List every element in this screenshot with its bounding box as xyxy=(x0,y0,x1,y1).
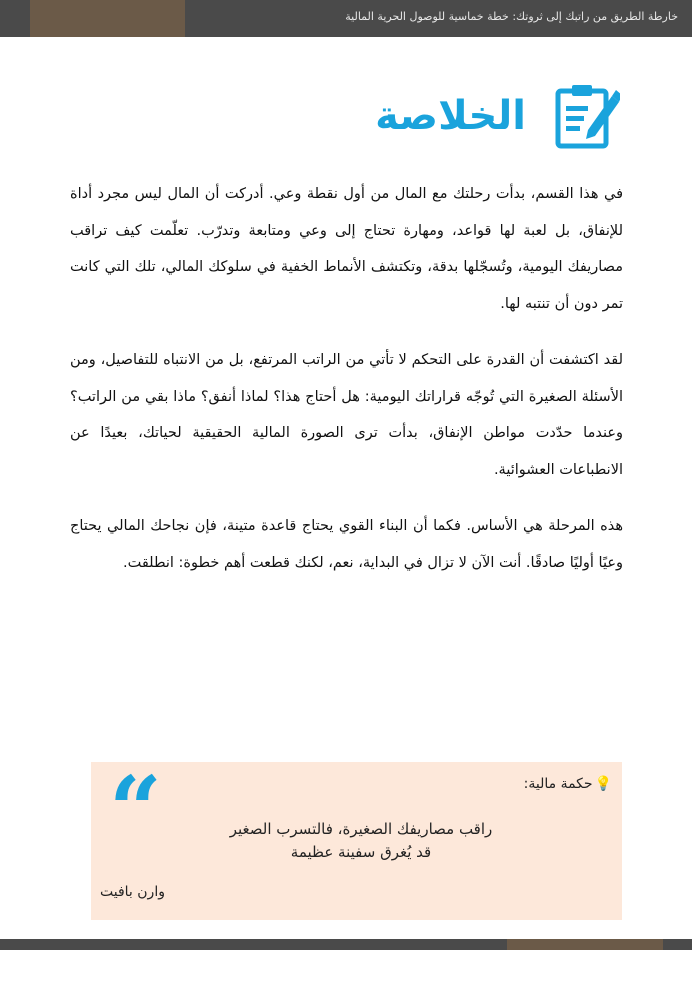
quote-line-1: راقب مصاريفك الصغيرة، فالتسرب الصغير xyxy=(229,820,493,838)
running-title: خارطة الطريق من راتبك إلى ثروتك: خطة خماسية للوصول الحرية المالية xyxy=(345,10,678,23)
paragraph-1: في هذا القسم، بدأت رحلتك مع المال من أول نقطة وعي. أدركت أن المال ليس مجرد أداة للإنفاق، بل لعبة لها قواعد، ومهارة تحتاج إلى وعي ومتابعة وتدرّب. تعلّمت كيف تراقب مصاريفك اليومية، وتُسجّلها بدقة، وتكتشف الأنماط الخفية في سلوكك المالي، تلك التي كانت تمر دون أن تنتبه لها. xyxy=(70,186,623,312)
wisdom-quote-box xyxy=(91,756,622,920)
quote-label: حكمة مالية: xyxy=(523,776,593,792)
quote-line-2: قد يُغرق سفينة عظيمة xyxy=(290,843,432,861)
top-header-bar xyxy=(0,0,692,37)
section-title-row xyxy=(375,82,620,150)
quote-mark-icon: “ xyxy=(109,756,162,864)
quote-text xyxy=(181,818,541,864)
clipboard-edit-icon xyxy=(554,82,620,150)
summary-body xyxy=(70,176,623,601)
header-accent-block xyxy=(30,0,185,37)
bottom-footer-bar xyxy=(0,939,692,950)
paragraph-2: لقد اكتشفت أن القدرة على التحكم لا تأتي من الراتب المرتفع، بل من الانتباه للتفاصيل، ومن الأسئلة الصغيرة التي تُوجّه قراراتك اليومية: هل أحتاج هذا؟ لماذا أنفق؟ ماذا بقي من الراتب؟ وعندما حدّدت مواطن الإنفاق، بدأت ترى الصورة المالية الحقيقية لحياتك، بعيدًا عن الانطباعات العشوائية. xyxy=(70,352,623,478)
footer-accent-block xyxy=(507,939,663,950)
quote-label-row xyxy=(524,776,612,792)
paragraph-3: هذه المرحلة هي الأساس. فكما أن البناء القوي يحتاج قاعدة متينة، فإن نجاحك المالي يحتاج وعيًا أوليًا صادقًا. أنت الآن لا تزال في البداية، نعم، لكنك قطعت أهم خطوة: انطلقت. xyxy=(70,518,623,571)
section-title: الخلاصة xyxy=(375,93,526,139)
quote-author: وارن بافيت xyxy=(100,884,165,900)
lightbulb-icon: 💡 xyxy=(594,776,612,792)
